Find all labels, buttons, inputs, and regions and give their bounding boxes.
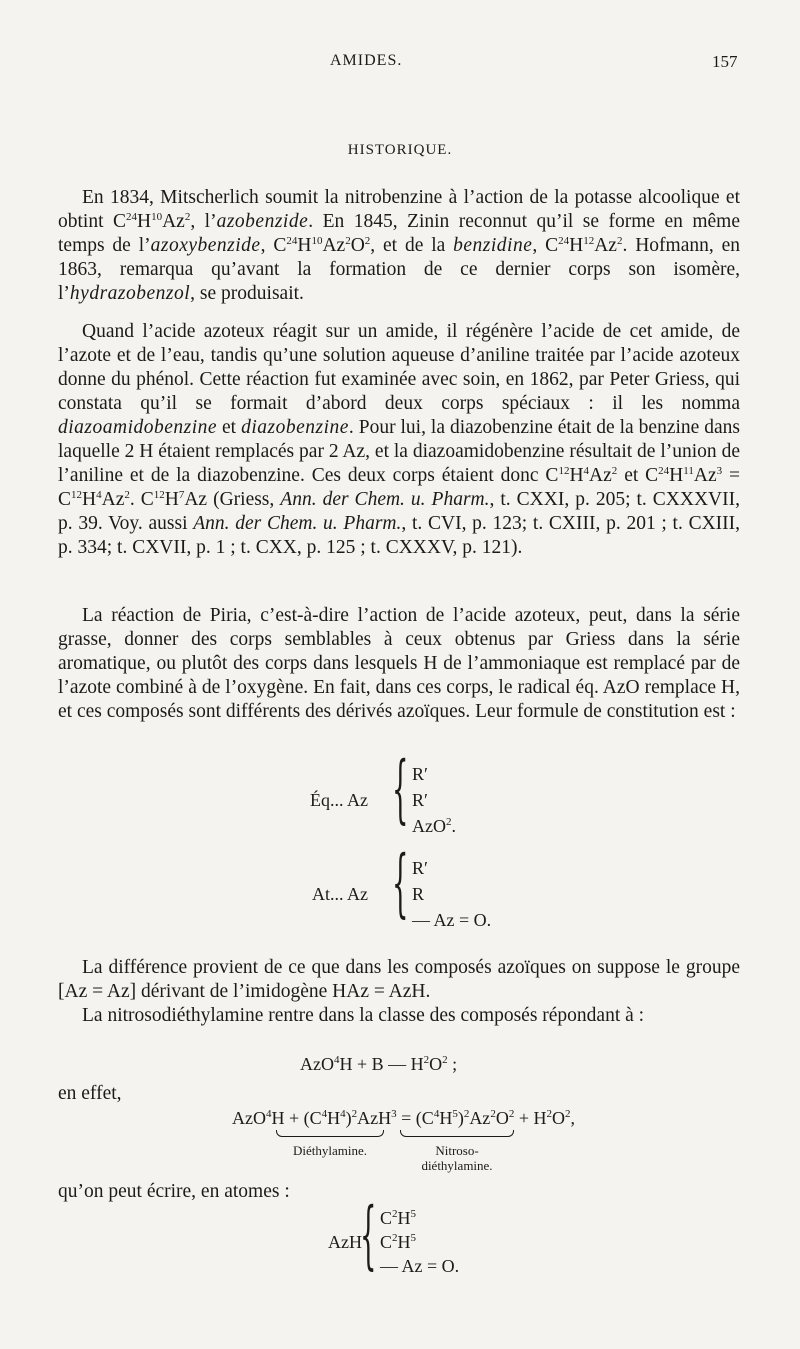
paragraph-4: La différence provient de ce que dans les composés azoïques on suppose le groupe [Az = Az] dérivant de l’imidogène HAz = AzH. bbox=[58, 957, 740, 1002]
label-diethylamine: Diéthylamine. bbox=[292, 1143, 367, 1158]
paragraph-7: qu’on peut écrire, en atomes : bbox=[58, 1181, 290, 1202]
paragraph-6: en effet, bbox=[58, 1083, 122, 1104]
paragraph-2: Quand l’acide azoteux réagit sur un amide, il régénère l’acide de cet amide, de l’azote et de l’eau, tandis qu’une solution aqueuse d’aniline traitée par l’acide azoteux donne du phénol. Cette réaction fut examinée avec soin, en 1862, par Peter Griess, qui constata qu’il se formait d’abord deux corps spéciaux : il les nomma diazoamidobenzine et diazobenzine. Pour lui, la diazobenzine était de la benzine dans laquelle 2 H étaient remplacés par 2 Az, et la diazoamidobenzine résultait de l’union de l’aniline et de la diazobenzine. Ces deux corps étaient donc $C^{12}H^4Az^2$ et $C^{24}H^{11}Az^3 = C^{12}H^4Az^2$. $C^{12}H^7Az$ (Griess, Ann. der Chem. u. Pharm., t. CXXI, p. 205; t. CXXXVII, p. 39. Voy. aussi Ann. der Chem. u. Pharm., t. CVI, p. 123; t. CXIII, p. 201 ; t. CXIII, p. 334; t. CXVII, p. 1 ; t. CXX, p. 125 ; t. CXXXV, p. 121). bbox=[58, 321, 741, 558]
page-number: 157 bbox=[712, 52, 738, 71]
formula-reaction: $AzO^4H + (C^4H^4)^2AzH^3 = (C^4H^5)^2Az^2O^2 + H^2O^2$, bbox=[232, 1108, 575, 1128]
paragraph-1: En 1834, Mitscherlich soumit la nitrobenzine à l’action de la potasse alcoolique et obtint $C^{24}H^{10}Az^2$, l’azobenzide. En 1845, Zinin reconnut qu’il se forme en même temps de l’azoxybenzide, $C^{24}H^{10}Az^2O^2$, et de la benzidine, $C^{24}H^{12}Az^2$. Hofmann, en 1863, remarqua qu’avant la formation de ce dernier corps son isomère, l’hydrazobenzol, se produisait. bbox=[58, 187, 740, 304]
formula-general: AzO$^4$H + B — $H^2O^2$ ; bbox=[300, 1054, 458, 1074]
underbrace-nitrosodiethylamine bbox=[400, 1130, 514, 1137]
section-title: HISTORIQUE. bbox=[347, 142, 453, 158]
running-title: AMIDES. bbox=[330, 52, 403, 69]
formula-equivalents: Éq... Az { R′ R′ AzO$^2$. bbox=[310, 746, 456, 836]
paragraph-3: La réaction de Piria, c’est-à-dire l’action de l’acide azoteux, peut, dans la série grasse, donner des corps semblables à ceux obtenus par Griess dans la série aromatique, ou plutôt des corps dans lesquels H de l’ammoniaque est remplacé par de l’azote combiné à de l’oxygène. En fait, dans ces corps, le radical éq. AzO remplace H, et ces composés sont différents des dérivés azoïques. Leur formule de constitution est : bbox=[58, 605, 740, 722]
page-header bbox=[0, 52, 800, 76]
underbrace-diethylamine bbox=[276, 1130, 384, 1137]
label-nitrosodiethylamine: Nitroso- diéthylamine. bbox=[421, 1143, 493, 1173]
formula-atoms: At... Az { R′ R — Az = O. bbox=[312, 840, 492, 930]
paragraph-5: La nitrosodiéthylamine rentre dans la classe des composés répondant à : bbox=[82, 1005, 645, 1026]
formula-atoms-diethyl: AzH { $C^2H^5$ $C^2H^5$ — Az = O. bbox=[328, 1192, 460, 1278]
